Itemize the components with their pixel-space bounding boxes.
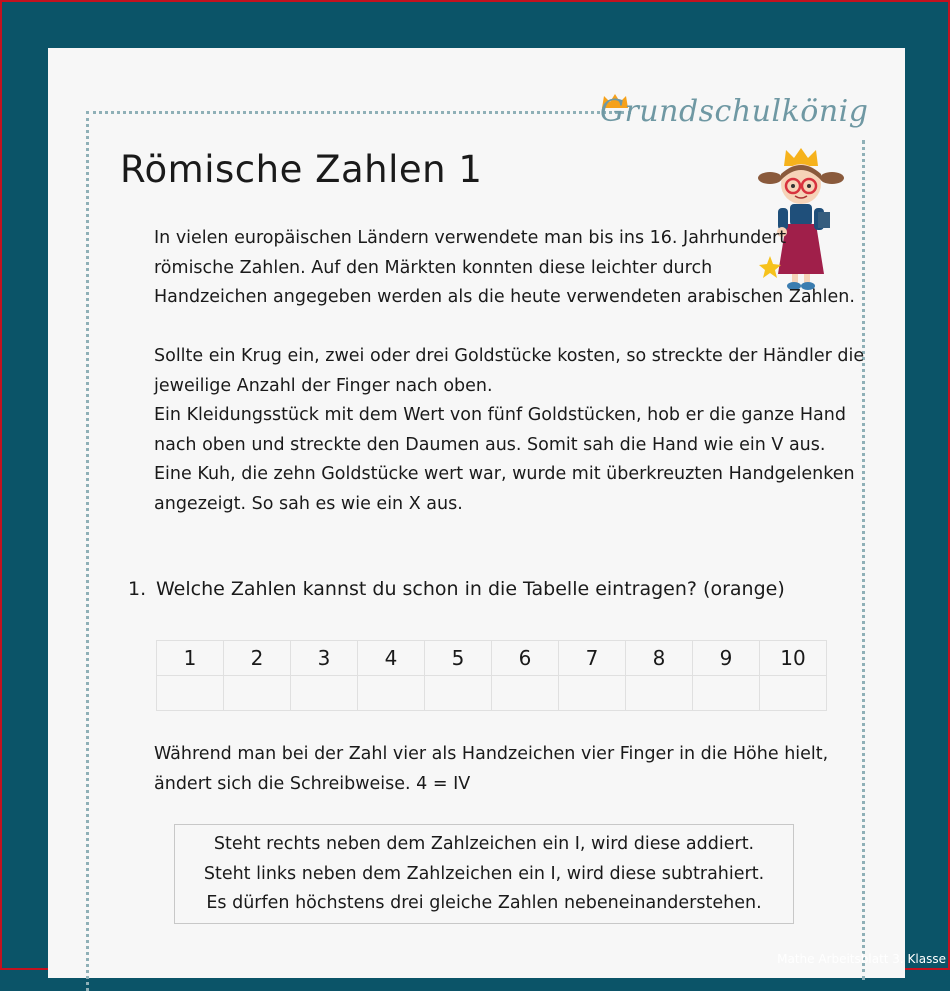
rules-box xyxy=(174,824,794,924)
table-number-cell: 10 xyxy=(760,641,827,676)
rule-line: Steht rechts neben dem Zahlzeichen ein I, wird diese addiert. xyxy=(213,834,755,854)
table-number-cell: 8 xyxy=(626,641,693,676)
image-caption: Mathe Arbeitsblatt 3. Klasse xyxy=(777,952,946,966)
answer-cell[interactable] xyxy=(760,676,827,711)
task-number: 1. xyxy=(128,578,147,600)
dotted-border-left xyxy=(86,111,89,991)
table-number-cell: 6 xyxy=(492,641,559,676)
brand-name: Grundschulkönig xyxy=(600,94,869,129)
table-number-cell: 7 xyxy=(559,641,626,676)
answer-cell[interactable] xyxy=(358,676,425,711)
explanation-line: ändert sich die Schreibweise. 4 = IV xyxy=(154,773,471,794)
brand-logo xyxy=(600,92,890,132)
table-number-cell: 1 xyxy=(157,641,224,676)
answer-cell[interactable] xyxy=(559,676,626,711)
table-number-cell: 4 xyxy=(358,641,425,676)
story-line: angezeigt. So sah es wie ein X aus. xyxy=(154,493,463,514)
intro-line: In vielen europäischen Ländern verwendete man bis ins 16. Jahrhundert xyxy=(154,228,787,248)
answer-cell[interactable] xyxy=(425,676,492,711)
table-number-cell: 5 xyxy=(425,641,492,676)
task-text: Welche Zahlen kannst du schon in die Tabelle eintragen? (orange) xyxy=(156,578,785,600)
dotted-border-right xyxy=(862,140,865,980)
dotted-border-top xyxy=(86,111,631,114)
answer-cell[interactable] xyxy=(224,676,291,711)
story-line: jeweilige Anzahl der Finger nach oben. xyxy=(154,375,493,396)
intro-line: Handzeichen angegeben werden als die heute verwendeten arabischen Zahlen. xyxy=(154,287,855,308)
story-line: Sollte ein Krug ein, zwei oder drei Goldstücke kosten, so streckte der Händler die xyxy=(154,346,865,366)
answer-cell[interactable] xyxy=(157,676,224,711)
table-number-cell: 2 xyxy=(224,641,291,676)
story-line: nach oben und streckte den Daumen aus. Somit sah die Hand wie ein V aus. xyxy=(154,434,826,455)
explanation-line: Während man bei der Zahl vier als Handzeichen vier Finger in die Höhe hielt, xyxy=(154,744,829,764)
table-answer-row xyxy=(157,676,827,711)
answer-cell[interactable] xyxy=(626,676,693,711)
table-header-row xyxy=(157,641,827,676)
page-title: Römische Zahlen 1 xyxy=(120,148,483,191)
intro-paragraph xyxy=(154,224,855,313)
table-number-cell: 3 xyxy=(291,641,358,676)
rule-line: Es dürfen höchstens drei gleiche Zahlen nebeneinanderstehen. xyxy=(206,893,762,913)
story-line: Ein Kleidungsstück mit dem Wert von fünf Goldstücken, hob er die ganze Hand xyxy=(154,405,846,426)
story-line: Eine Kuh, die zehn Goldstücke wert war, wurde mit überkreuzten Handgelenken xyxy=(154,464,855,485)
rule-line: Steht links neben dem Zahlzeichen ein I, wird diese subtrahiert. xyxy=(203,863,765,884)
worksheet xyxy=(48,48,905,978)
number-table xyxy=(156,640,827,711)
answer-cell[interactable] xyxy=(693,676,760,711)
table-number-cell: 9 xyxy=(693,641,760,676)
answer-cell[interactable] xyxy=(492,676,559,711)
intro-line: römische Zahlen. Auf den Märkten konnten diese leichter durch xyxy=(154,257,713,278)
answer-cell[interactable] xyxy=(291,676,358,711)
explanation-paragraph xyxy=(154,740,828,799)
task-1 xyxy=(128,578,785,600)
story-paragraph xyxy=(154,342,864,520)
